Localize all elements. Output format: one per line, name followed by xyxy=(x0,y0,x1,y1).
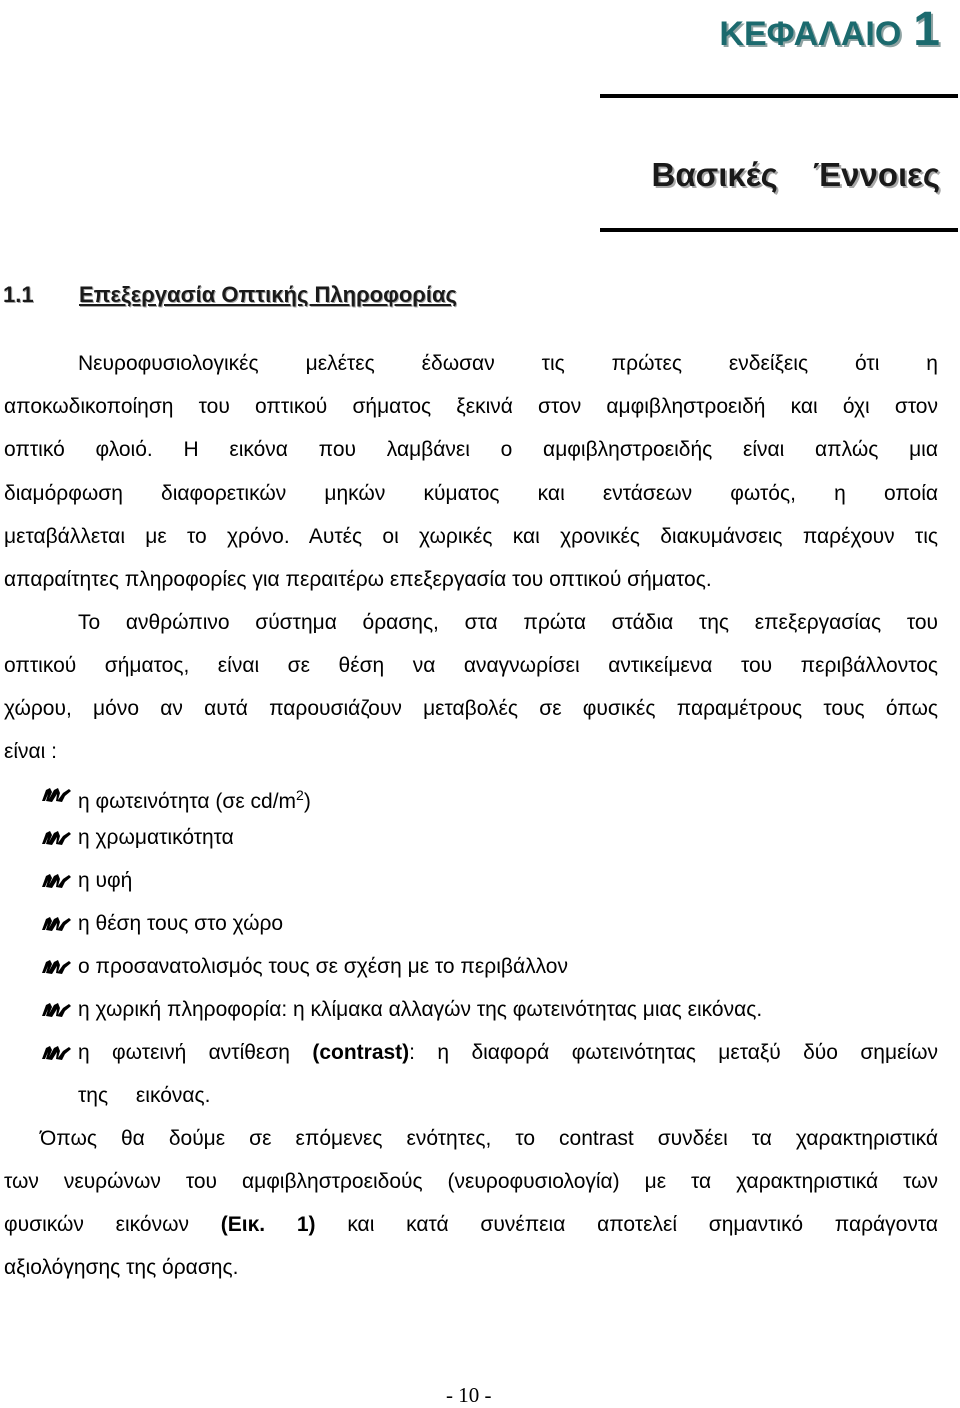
paragraph-text: και κατά συνέπεια αποτελεί σημαντικό παράγοντα xyxy=(347,1213,939,1236)
hand-bullet-icon xyxy=(40,956,72,976)
chapter-heading xyxy=(719,2,940,57)
paragraph-line: μεταβάλλεται με το χρόνο. Αυτές οι χωρικές και χρονικές διακυμάνσεις παρέχουν τις xyxy=(4,525,938,548)
paragraph-line: χώρου, μόνο αν αυτά παρουσιάζουν μεταβολές σε φυσικές παραμέτρους τους όπως xyxy=(4,697,938,720)
paragraph-line: Όπως θα δούμε σε επόμενες ενότητες, το contrast συνδέει τα χαρακτηριστικά xyxy=(40,1127,938,1150)
bullet-continuation: της εικόνας. xyxy=(78,1084,211,1107)
bullet-bold-term: (contrast) xyxy=(312,1041,410,1064)
bullet-text-end: ) xyxy=(303,790,311,813)
paragraph-line: οπτικό φλοιό. Η εικόνα που λαμβάνει ο αμφιβληστροειδής είναι απλώς μια xyxy=(4,438,938,461)
chapter-word: ΚΕΦΑΛΑΙΟ xyxy=(719,15,902,53)
chapter-rule-bottom xyxy=(600,228,958,232)
paragraph-line: διαμόρφωση διαφορετικών μηκών κύματος και εντάσεων φωτός, η οποία xyxy=(4,482,938,505)
section-heading xyxy=(3,282,457,308)
bullet-item xyxy=(78,781,311,816)
bullet-item: ο προσανατολισμός τους σε σχέση με το περιβάλλον xyxy=(78,955,568,978)
paragraph-line: των νευρώνων του αμφιβληστροειδούς (νευροφυσιολογία) με τα χαρακτηριστικά των xyxy=(4,1170,938,1193)
bullet-text: η φωτεινή αντίθεση xyxy=(78,1041,290,1064)
section-number: 1.1 xyxy=(3,282,34,307)
paragraph-text: φυσικών εικόνων xyxy=(4,1213,189,1236)
paragraph-line: Νευροφυσιολογικές μελέτες έδωσαν τις πρώτες ενδείξεις ότι η xyxy=(78,352,938,375)
paragraph-line: Το ανθρώπινο σύστημα όρασης, στα πρώτα στάδια της επεξεργασίας του xyxy=(78,611,938,634)
hand-bullet-icon xyxy=(40,827,72,847)
paragraph-line: απαραίτητες πληροφορίες για περαιτέρω επεξεργασία του οπτικού σήματος. xyxy=(4,568,712,591)
hand-bullet-icon xyxy=(40,913,72,933)
bullet-item: η χρωματικότητα xyxy=(78,826,234,849)
paragraph-line xyxy=(4,1211,938,1239)
bullet-item: η θέση τους στο χώρο xyxy=(78,912,284,935)
chapter-subtitle: Βασικές Έννοιες xyxy=(651,156,940,193)
hand-bullet-icon xyxy=(40,999,72,1019)
bullet-superscript: 2 xyxy=(296,787,304,803)
figure-reference: (Εικ. 1) xyxy=(220,1213,316,1236)
bullet-text: η φωτεινότητα (σε cd/m xyxy=(78,790,297,813)
bullet-text: : η διαφορά φωτεινότητας μεταξύ δύο σημείων xyxy=(409,1041,938,1064)
paragraph-line: είναι : xyxy=(4,740,58,763)
bullet-item: η χωρική πληροφορία: η κλίμακα αλλαγών της φωτεινότητας μιας εικόνας. xyxy=(78,998,763,1021)
hand-bullet-icon xyxy=(40,1042,72,1062)
page-number: - 10 - xyxy=(446,1383,492,1407)
chapter-number: 1 xyxy=(913,3,940,56)
section-title: Επεξεργασία Οπτικής Πληροφορίας xyxy=(79,282,457,307)
chapter-rule-top xyxy=(600,94,958,98)
paragraph-line: οπτικού σήματος, είναι σε θέση να αναγνωρίσει αντικείμενα του περιβάλλοντος xyxy=(4,654,938,677)
bullet-item: η υφή xyxy=(78,869,133,892)
hand-bullet-icon xyxy=(40,784,72,804)
bullet-item xyxy=(78,1039,938,1067)
hand-bullet-icon xyxy=(40,870,72,890)
paragraph-line: αξιολόγησης της όρασης. xyxy=(4,1256,239,1279)
paragraph-line: αποκωδικοποίηση του οπτικού σήματος ξεκινά στον αμφιβληστροειδή και όχι στον xyxy=(4,395,938,418)
